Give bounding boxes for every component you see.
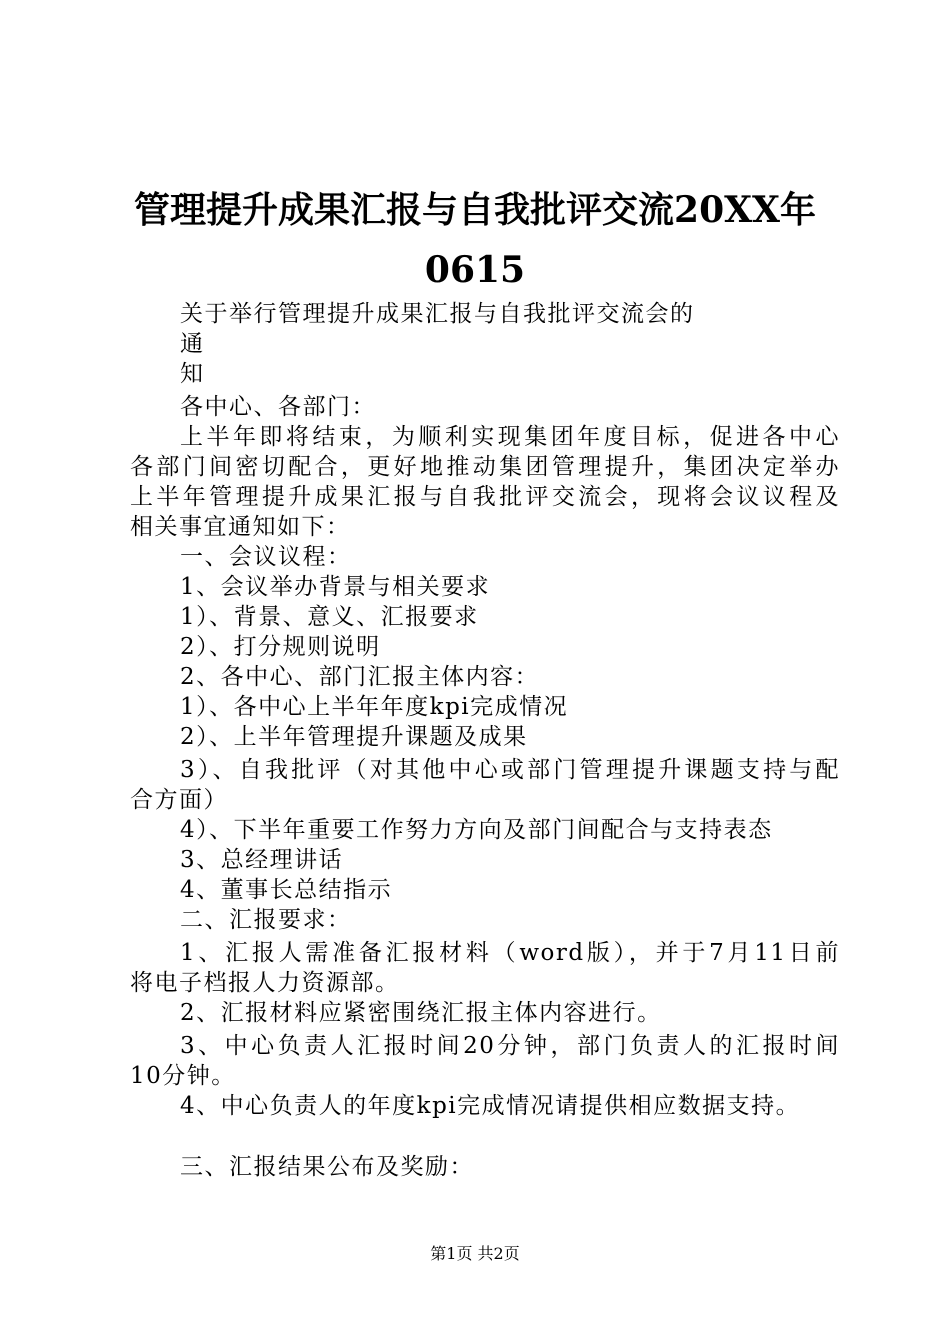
agenda-item-2-1: 1）、各中心上半年年度kpi完成情况 [180,694,569,720]
requirement-1-line-2: 将电子档报人力资源部。 [130,970,400,996]
agenda-item-2-3-line-2: 合方面） [130,787,228,813]
notice-heading-line-3: 知 [180,361,205,387]
agenda-item-2-4: 4）、下半年重要工作努力方向及部门间配合与支持表态 [180,817,773,843]
section-1-title: 一、会议议程： [180,544,352,570]
agenda-item-1-1: 1）、背景、意义、汇报要求 [180,604,479,630]
agenda-item-3: 3、总经理讲话 [180,847,344,873]
agenda-item-1-2: 2）、打分规则说明 [180,634,381,660]
document-title-line-2: 0615 [424,249,526,291]
agenda-item-2-3-line-1: 3）、自我批评（对其他中心或部门管理提升课题支持与配 [180,757,840,783]
section-2-title: 二、汇报要求： [180,907,352,933]
intro-line-4: 相关事宜通知如下： [130,514,351,540]
requirement-3-line-2: 10分钟。 [130,1063,236,1089]
page-footer: 第1页 共2页 [430,1244,520,1263]
salutation: 各中心、各部门： [180,394,376,420]
intro-line-3: 上半年管理提升成果汇报与自我批评交流会，现将会议议程及 [130,484,840,510]
requirement-4: 4、中心负责人的年度kpi完成情况请提供相应数据支持。 [180,1093,801,1119]
document-title-line-1: 管理提升成果汇报与自我批评交流20XX年 [134,189,816,231]
intro-line-1: 上半年即将结束，为顺利实现集团年度目标，促进各中心 [180,424,840,450]
section-3-title: 三、汇报结果公布及奖励： [180,1154,474,1180]
agenda-item-2: 2、各中心、部门汇报主体内容： [180,664,540,690]
notice-heading-line-2: 通 [180,331,205,357]
agenda-item-2-2: 2）、上半年管理提升课题及成果 [180,724,528,750]
requirement-1-line-1: 1、汇报人需准备汇报材料（word版），并于7月11日前 [180,940,840,966]
notice-heading-line-1: 关于举行管理提升成果汇报与自我批评交流会的 [180,301,695,327]
requirement-2: 2、汇报材料应紧密围绕汇报主体内容进行。 [180,1000,662,1026]
requirement-3-line-1: 3、中心负责人汇报时间20分钟，部门负责人的汇报时间 [180,1033,840,1059]
agenda-item-1: 1、会议举办背景与相关要求 [180,574,491,600]
agenda-item-4: 4、董事长总结指示 [180,877,393,903]
intro-line-2: 各部门间密切配合，更好地推动集团管理提升，集团决定举办 [130,454,840,480]
